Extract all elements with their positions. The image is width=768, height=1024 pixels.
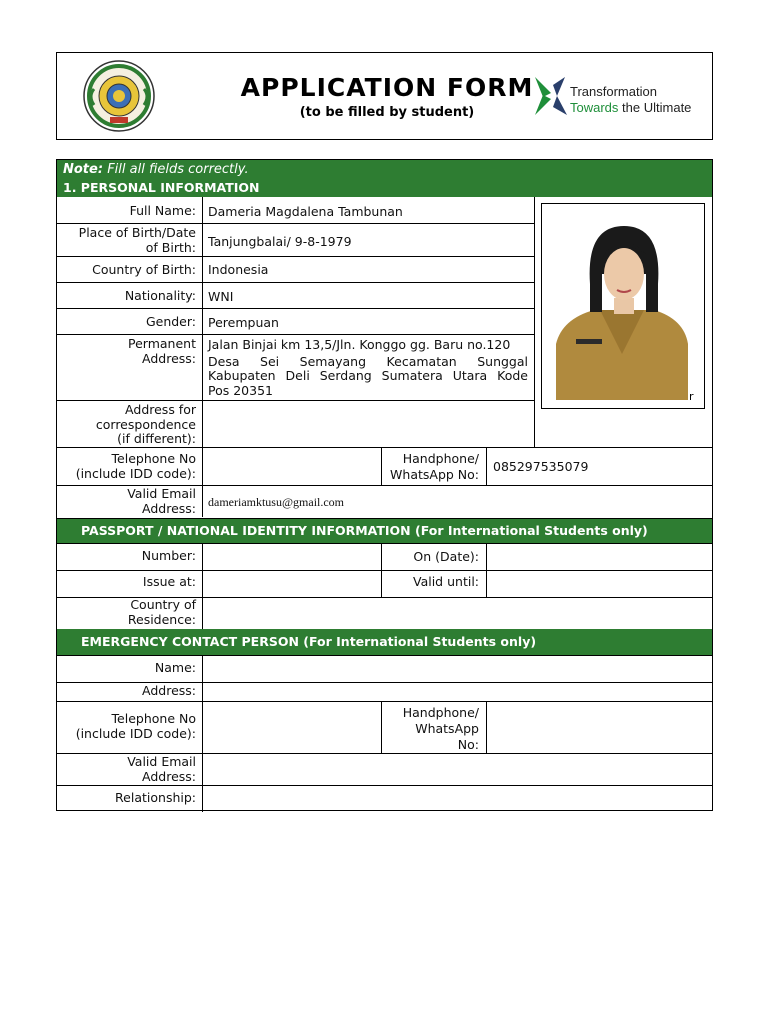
section-emergency-title: EMERGENCY CONTACT PERSON (For International Students only) — [81, 634, 537, 649]
divider — [57, 282, 535, 283]
emergency-hp-line3: No: — [457, 737, 479, 752]
application-form — [56, 159, 713, 811]
divider — [57, 400, 535, 401]
email-value[interactable]: dameriamktusu@gmail.com — [208, 495, 345, 509]
telephone-label — [59, 452, 196, 481]
divider — [57, 223, 535, 224]
hp-label-line2: WhatsApp No: — [390, 467, 479, 482]
residence-label — [59, 598, 196, 627]
divider — [57, 308, 535, 309]
passport-number-label: Number: — [141, 548, 196, 563]
email-label — [59, 487, 196, 516]
divider — [57, 570, 713, 571]
section-emergency-header — [57, 629, 712, 655]
note-text — [63, 162, 249, 177]
pob-value[interactable]: Tanjungbalai/ 9-8-1979 — [208, 234, 352, 249]
note-label: Note: — [63, 162, 104, 177]
divider — [202, 197, 203, 517]
divider — [57, 655, 713, 656]
handphone-label — [383, 451, 479, 483]
brand-line-2 — [570, 100, 691, 115]
emergency-handphone-label — [383, 705, 479, 753]
divider — [534, 197, 535, 447]
residence-label-line2: Residence: — [127, 611, 196, 627]
tel-label-line1: Telephone No — [111, 451, 196, 466]
full-name-label: Full Name: — [129, 203, 196, 218]
correspondence-label — [59, 403, 196, 447]
address-line2: Desa Sei Semayang Kecamatan Sunggal — [208, 353, 528, 369]
divider — [57, 447, 713, 448]
country-birth-value[interactable]: Indonesia — [208, 262, 269, 277]
transformation-logo — [533, 75, 703, 119]
emergency-tel-line2: (include IDD code): — [75, 725, 196, 741]
brand-line-1: Transformation — [570, 84, 657, 99]
emergency-telephone-label — [59, 712, 196, 741]
divider — [57, 334, 535, 335]
pob-label-line1: Place of Birth/Date — [78, 225, 196, 240]
residence-label-line1: Country of — [130, 597, 196, 612]
tel-label-line2: (include IDD code): — [75, 465, 196, 481]
divider — [57, 785, 713, 786]
emergency-email-line2: Address: — [142, 768, 196, 784]
corr-label-line3: (if different): — [117, 431, 196, 446]
handphone-value[interactable]: 085297535079 — [493, 459, 589, 474]
section-personal-title: 1. PERSONAL INFORMATION — [63, 180, 260, 195]
hp-label-line1: Handphone/ — [402, 451, 479, 466]
transformation-logo-icon — [533, 75, 573, 117]
divider — [57, 543, 713, 544]
emergency-address-label: Address: — [142, 683, 196, 698]
note-body: Fill all fields correctly. — [107, 162, 249, 177]
address-line3: Kabupaten Deli Serdang Sumatera Utara Kode — [208, 368, 528, 383]
emergency-hp-line2: WhatsApp — [415, 721, 479, 736]
email-label-line2: Address: — [142, 500, 196, 516]
full-name-value[interactable]: Dameria Magdalena Tambunan — [208, 204, 403, 219]
corr-label-line2: correspondence — [95, 416, 196, 432]
passport-valid-label: Valid until: — [413, 574, 479, 589]
photo-mark: r — [689, 390, 694, 403]
divider — [381, 701, 382, 753]
divider — [57, 256, 535, 257]
divider — [57, 701, 713, 702]
applicant-photo — [541, 203, 705, 409]
form-header — [56, 52, 713, 140]
divider — [486, 447, 487, 485]
page-title: APPLICATION FORM — [240, 73, 534, 102]
emergency-name-label: Name: — [154, 660, 196, 675]
section-passport-header — [57, 518, 712, 543]
brand-line-2-dark: the Ultimate — [622, 100, 692, 115]
divider — [57, 518, 713, 519]
address-label — [59, 337, 196, 366]
page-subtitle: (to be filled by student) — [299, 105, 475, 120]
address-label-line2: Address: — [142, 350, 196, 366]
email-label-line1: Valid Email — [127, 486, 196, 501]
nationality-label: Nationality: — [124, 288, 196, 303]
divider — [202, 543, 203, 629]
gender-value[interactable]: Perempuan — [208, 315, 279, 330]
pob-label-line2: of Birth: — [145, 239, 196, 255]
section-personal-header — [57, 160, 712, 197]
emergency-email-label — [59, 755, 196, 784]
passport-issue-label: Issue at: — [142, 574, 196, 589]
address-value[interactable] — [208, 338, 528, 398]
nationality-value[interactable]: WNI — [208, 289, 234, 304]
university-seal-icon — [80, 59, 158, 133]
emergency-email-line1: Valid Email — [127, 754, 196, 769]
section-passport-title: PASSPORT / NATIONAL IDENTITY INFORMATION (For International Students only) — [81, 523, 648, 538]
applicant-photo-image — [542, 204, 705, 409]
corr-label-line1: Address for — [125, 402, 196, 417]
brand-line-2-green: Towards — [570, 100, 619, 115]
gender-label: Gender: — [145, 314, 196, 329]
divider — [202, 655, 203, 812]
relationship-label: Relationship: — [115, 790, 196, 805]
address-line1: Jalan Binjai km 13,5/Jln. Konggo gg. Baru no.120 — [208, 337, 511, 352]
pob-label — [59, 226, 196, 255]
divider — [486, 701, 487, 753]
address-line4: Pos 20351 — [208, 382, 273, 398]
emergency-hp-line1: Handphone/ — [402, 705, 479, 720]
emergency-tel-line1: Telephone No — [111, 711, 196, 726]
divider — [381, 447, 382, 485]
country-birth-label: Country of Birth: — [92, 262, 196, 277]
address-label-line1: Permanent — [128, 336, 196, 351]
passport-date-label: On (Date): — [413, 549, 479, 564]
